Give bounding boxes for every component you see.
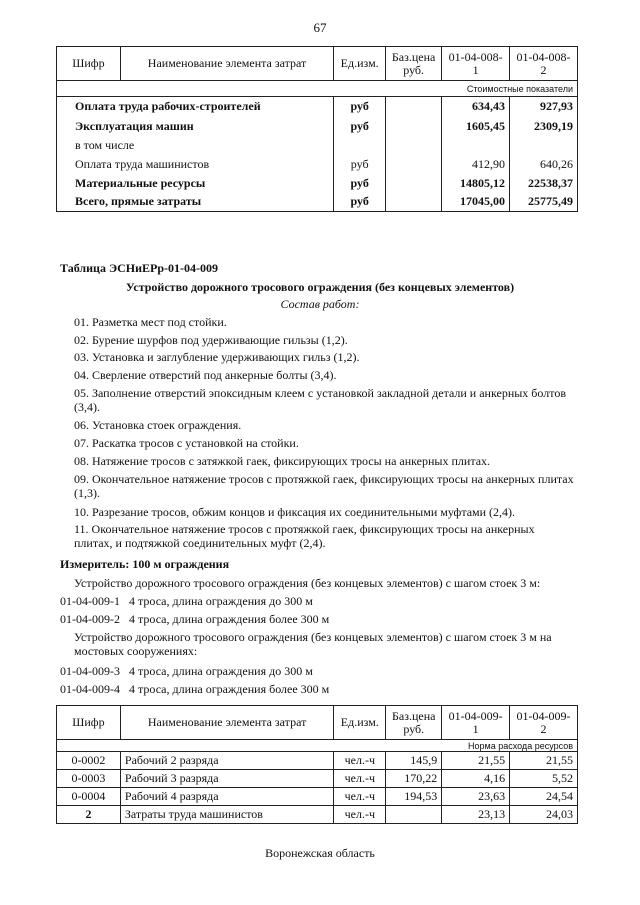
row-unit: руб — [334, 97, 386, 117]
row-value-1: 14805,12 — [442, 174, 510, 193]
group2-description: Устройство дорожного тросового ограждения (без концевых элементов) с шагом стоек 3 м на мостовых сооружениях: — [74, 630, 552, 658]
item-text: 4 троса, длина ограждения до 300 м — [129, 664, 313, 678]
header-code: Шифр — [57, 706, 121, 740]
row-unit: чел.-ч — [334, 752, 386, 770]
header-name: Наименование элемента затрат — [120, 47, 333, 81]
row-value-1: 1605,45 — [442, 117, 510, 136]
row-name: Рабочий 3 разряда — [120, 770, 333, 788]
work-step: 07. Раскатка тросов с установкой на стойки. — [74, 436, 299, 450]
table-row — [57, 136, 578, 155]
row-value-1: 412,90 — [442, 155, 510, 174]
code-item — [60, 594, 313, 608]
row-base-price — [386, 174, 442, 193]
row-code: 0-0002 — [57, 752, 121, 770]
row-value-2: 24,03 — [510, 806, 578, 824]
work-step: 10. Разрезание тросов, обжим концов и фиксация их соединительными муфтами (2,4). — [74, 505, 516, 519]
row-name: Рабочий 4 разряда — [120, 788, 333, 806]
row-base-price: 145,9 — [386, 752, 442, 770]
row-base-price — [386, 155, 442, 174]
table-row — [57, 174, 578, 193]
table-title: Таблица ЭСНиЕРр-01-04-009 — [60, 261, 219, 275]
row-base-price — [386, 806, 442, 824]
row-base-price — [386, 117, 442, 136]
row-unit: руб — [334, 117, 386, 136]
work-step: 02. Бурение шурфов под удерживающие гильзы (1,2). — [74, 333, 348, 347]
row-value-2: 2309,19 — [510, 117, 578, 136]
row-value-1: 4,16 — [442, 770, 510, 788]
row-name: в том числе — [57, 136, 334, 155]
footer-region: Воронежская область — [265, 846, 375, 860]
table-heading: Устройство дорожного тросового ограждения (без концевых элементов) — [125, 280, 515, 294]
item-text: 4 троса, длина ограждения более 300 м — [129, 612, 330, 626]
code-item — [60, 612, 329, 626]
row-unit: чел.-ч — [334, 788, 386, 806]
header-col-2: 01-04-008-2 — [510, 47, 578, 81]
table-row — [57, 770, 578, 788]
row-name: Оплата труда машинистов — [57, 155, 334, 174]
work-step: 09. Окончательное натяжение тросов с протяжкой гаек, фиксирующих тросы на анкерных плитах (1,3). — [74, 472, 574, 500]
row-code: 2 — [57, 806, 121, 824]
row-value-2: 24,54 — [510, 788, 578, 806]
row-value-1: 17045,00 — [442, 193, 510, 212]
group1-description: Устройство дорожного тросового ограждения (без концевых элементов) с шагом стоек 3 м: — [74, 576, 541, 590]
item-text: 4 троса, длина ограждения до 300 м — [129, 594, 313, 608]
row-value-2: 640,26 — [510, 155, 578, 174]
row-code: 0-0004 — [57, 788, 121, 806]
header-unit: Ед.изм. — [334, 706, 386, 740]
cost-table-008 — [56, 46, 578, 212]
row-name: Рабочий 2 разряда — [120, 752, 333, 770]
row-base-price: 170,22 — [386, 770, 442, 788]
row-value-2: 5,52 — [510, 770, 578, 788]
page-number: 67 — [313, 20, 327, 35]
row-name: Оплата труда рабочих-строителей — [57, 97, 334, 117]
subheader-spacer — [57, 740, 442, 752]
resource-table-body — [57, 752, 578, 824]
item-code: 01-04-009-4 — [60, 682, 120, 696]
row-code: 0-0003 — [57, 770, 121, 788]
row-value-2: 21,55 — [510, 752, 578, 770]
item-code: 01-04-009-2 — [60, 612, 120, 626]
row-value-1: 634,43 — [442, 97, 510, 117]
work-step: 11. Окончательное натяжение тросов с протяжкой гаек, фиксирующих тросы на анкерных плитах, и подтяжкой соединительных муфт (2,4). — [74, 522, 535, 550]
row-name: Всего, прямые затраты — [57, 193, 334, 212]
resource-table-009 — [56, 705, 578, 824]
code-item — [60, 682, 329, 696]
row-unit: чел.-ч — [334, 806, 386, 824]
header-name: Наименование элемента затрат — [120, 706, 333, 740]
work-step: 01. Разметка мест под стойки. — [74, 315, 227, 329]
table-row — [57, 155, 578, 174]
row-value-1: 23,63 — [442, 788, 510, 806]
item-text: 4 троса, длина ограждения более 300 м — [129, 682, 330, 696]
row-value-2 — [510, 136, 578, 155]
table-row — [57, 193, 578, 212]
row-base-price — [386, 193, 442, 212]
table-row — [57, 752, 578, 770]
table-row — [57, 788, 578, 806]
header-col-2: 01-04-009-2 — [510, 706, 578, 740]
row-value-1 — [442, 136, 510, 155]
header-code: Шифр — [57, 47, 121, 81]
meter-label: Измеритель: 100 м ограждения — [60, 557, 230, 571]
row-name: Затраты труда машинистов — [120, 806, 333, 824]
header-base-price: Баз.цена руб. — [386, 706, 442, 740]
row-value-2: 927,93 — [510, 97, 578, 117]
work-step: 06. Установка стоек ограждения. — [74, 418, 242, 432]
work-step: 05. Заполнение отверстий эпоксидным клеем с установкой закладной детали и анкерных болтов (3,4). — [74, 386, 566, 414]
row-unit: руб — [334, 193, 386, 212]
header-col-1: 01-04-008-1 — [442, 47, 510, 81]
header-unit: Ед.изм. — [334, 47, 386, 81]
subheader-cost-indicators: Стоимостные показатели — [57, 81, 578, 97]
code-item — [60, 664, 313, 678]
row-value-2: 22538,37 — [510, 174, 578, 193]
item-code: 01-04-009-3 — [60, 664, 120, 678]
table-row — [57, 117, 578, 136]
row-value-2: 25775,49 — [510, 193, 578, 212]
row-value-1: 21,55 — [442, 752, 510, 770]
header-col-1: 01-04-009-1 — [442, 706, 510, 740]
work-step: 03. Установка и заглубление удерживающих гильз (1,2). — [74, 350, 360, 364]
row-unit: чел.-ч — [334, 770, 386, 788]
work-step: 08. Натяжение тросов с затяжкой гаек, фиксирующих тросы на анкерных плитах. — [74, 454, 491, 468]
work-composition-caption: Состав работ: — [280, 297, 360, 311]
row-name: Эксплуатация машин — [57, 117, 334, 136]
item-code: 01-04-009-1 — [60, 594, 120, 608]
row-name: Материальные ресурсы — [57, 174, 334, 193]
header-base-price: Баз.цена руб. — [386, 47, 442, 81]
table-row — [57, 97, 578, 117]
row-unit: руб — [334, 155, 386, 174]
work-step: 04. Сверление отверстий под анкерные болты (3,4). — [74, 368, 337, 382]
subheader-resource-norms: Норма расхода ресурсов — [442, 740, 578, 752]
row-value-1: 23,13 — [442, 806, 510, 824]
row-base-price: 194,53 — [386, 788, 442, 806]
table-row — [57, 806, 578, 824]
row-base-price — [386, 136, 442, 155]
row-unit — [334, 136, 386, 155]
row-base-price — [386, 97, 442, 117]
cost-table-body — [57, 97, 578, 212]
row-unit: руб — [334, 174, 386, 193]
